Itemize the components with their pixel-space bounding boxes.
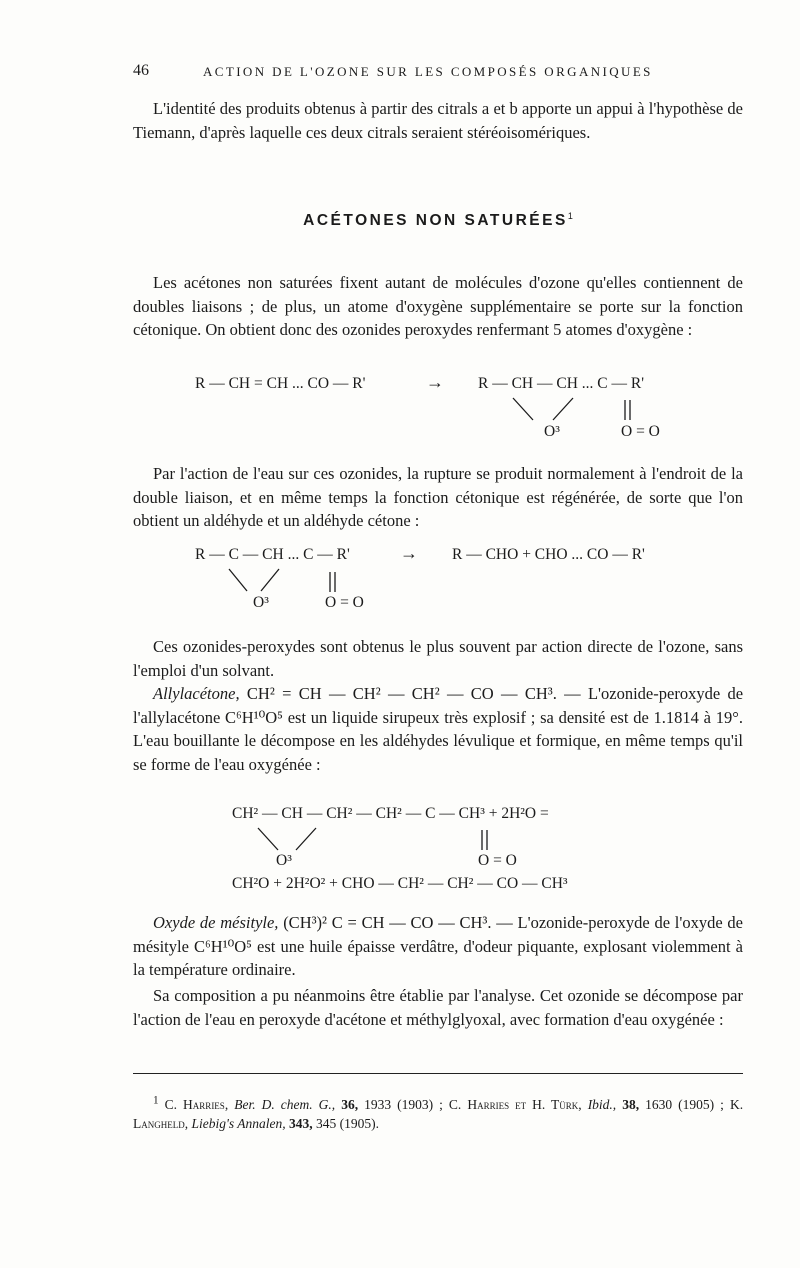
footnote-marker: 1 — [153, 1094, 159, 1107]
paragraph-3: Ces ozonides-peroxydes sont obtenus le plus souvent par action directe de l'ozone, sans l'emploi d'un solvant. — [133, 637, 743, 680]
eq3-line-2: CH²O + 2H²O² + CHO — CH² — CH² — CO — CH³ — [232, 875, 568, 892]
allylacetone-paragraph — [133, 682, 743, 776]
section-heading — [133, 212, 743, 230]
mesityl-oxide-text-a: — L'ozonide-peroxyde de l'oxyde de mésityle — [133, 913, 743, 956]
footnote-ref: 1 — [567, 210, 573, 221]
running-title: ACTION DE L'OZONE SUR LES COMPOSÉS ORGANIQUES — [203, 64, 653, 79]
eq3-double-bond — [479, 828, 491, 854]
footnote-authors-2: C. Harries et H. Türk, — [448, 1097, 582, 1112]
eq2-arrow: → — [400, 543, 418, 563]
eq2-right: R — CHO + CHO ... CO — R' — [452, 546, 645, 563]
page-number: 46 — [133, 62, 149, 79]
mesityl-oxide-paragraph — [133, 911, 743, 982]
section-heading-text: ACÉTONES NON SATURÉES — [303, 212, 568, 229]
footnote-journal-3: Liebig's Annalen, — [191, 1116, 286, 1131]
footnote — [133, 1095, 743, 1133]
mesityl-oxide-formula: (CH³)² C = CH — CO — CH³. — [283, 913, 492, 932]
footnote-rule — [133, 1073, 743, 1074]
eq2-double-bond — [327, 570, 339, 596]
mesityl-oxide-text-b: est une huile épaisse verdâtre, d'odeur piquante, explosant violemment à la température ordinaire. — [133, 936, 744, 979]
footnote-author-1: C. Harries, — [164, 1097, 229, 1112]
allylacetone-name: Allylacétone, — [153, 684, 240, 703]
eq2-ozone-bonds — [225, 567, 285, 597]
eq1-carbonyl: O = O — [621, 423, 660, 440]
footnote-ref-1: 1933 (1903) ; — [364, 1097, 443, 1112]
eq1-double-bond — [622, 398, 634, 424]
eq3-line-1: CH² — CH — CH² — CH² — C — CH³ + 2H²O = — [232, 805, 549, 822]
allylacetone-formula: CH² = CH — CH² — CH² — CO — CH³. — [246, 684, 557, 703]
intro-paragraph: L'identité des produits obtenus à partir des citrals a et b apporte un appui à l'hypothèse de Tiemann, d'après laquelle ces deux citrals seraient stéréoisomériques. — [133, 99, 743, 142]
mesityl-oxide-name: Oxyde de mésityle, — [153, 913, 279, 932]
paragraph-2: Par l'action de l'eau sur ces ozonides, la rupture se produit normalement à l'endroit de la double liaison, et en même temps la fonction cétonique est régénérée, de sorte que l'on obtient un aldéhyde et un aldéhyde cétone : — [133, 464, 743, 530]
eq3-carbonyl: O = O — [478, 852, 517, 869]
running-header — [133, 62, 743, 86]
mesityl-oxide-molecular: C⁶H¹⁰O⁵ — [194, 936, 252, 956]
footnote-author-3: K. Langheld, — [133, 1097, 744, 1131]
paragraph-4: Sa composition a pu néanmoins être établie par l'analyse. Cet ozonide se décompose par l'action de l'eau en peroxyde d'acétone et méthylglyoxal, avec formation d'eau oxygénée : — [133, 986, 743, 1029]
eq1-ozone: O³ — [544, 423, 560, 440]
allylacetone-text-b: est un liquide sirupeux très explosif ; sa densité est de 1.1814 à 19°. L'eau bouillante le décompose en les aldéhydes lévulique et formique, en même temps qu'il se forme de l'eau oxygénée : — [133, 707, 743, 774]
footnote-volume-1: 36, — [341, 1097, 359, 1112]
allylacetone-text-a: — L'ozonide-peroxyde de l'allylacétone — [133, 684, 744, 727]
footnote-journal-1: Ber. D. chem. G., — [234, 1097, 336, 1112]
eq1-ozone-bonds — [505, 396, 585, 426]
eq1-right: R — CH — CH ... C — R' — [478, 375, 644, 392]
eq1-left: R — CH = CH ... CO — R' — [195, 375, 366, 392]
footnote-ref-2: 1630 (1905) ; — [645, 1097, 724, 1112]
eq1-arrow: → — [426, 372, 444, 392]
eq3-ozone: O³ — [276, 852, 292, 869]
footnote-volume-2: 38, — [622, 1097, 640, 1112]
eq2-carbonyl: O = O — [325, 594, 364, 611]
eq2-left: R — C — CH ... C — R' — [195, 546, 350, 563]
allylacetone-molecular: C⁶H¹⁰O⁵ — [225, 707, 283, 727]
footnote-journal-2: Ibid., — [587, 1097, 617, 1112]
footnote-volume-3: 343, — [289, 1116, 313, 1131]
paragraph-1: Les acétones non saturées fixent autant de molécules d'ozone qu'elles contiennent de doubles liaisons ; de plus, un atome d'oxygène supplémentaire se porte sur la fonction cétonique. On obtient donc des ozonides peroxydes renfermant 5 atomes d'oxygène : — [133, 273, 743, 339]
eq2-ozone: O³ — [253, 594, 269, 611]
footnote-ref-3: 345 (1905). — [316, 1116, 380, 1131]
